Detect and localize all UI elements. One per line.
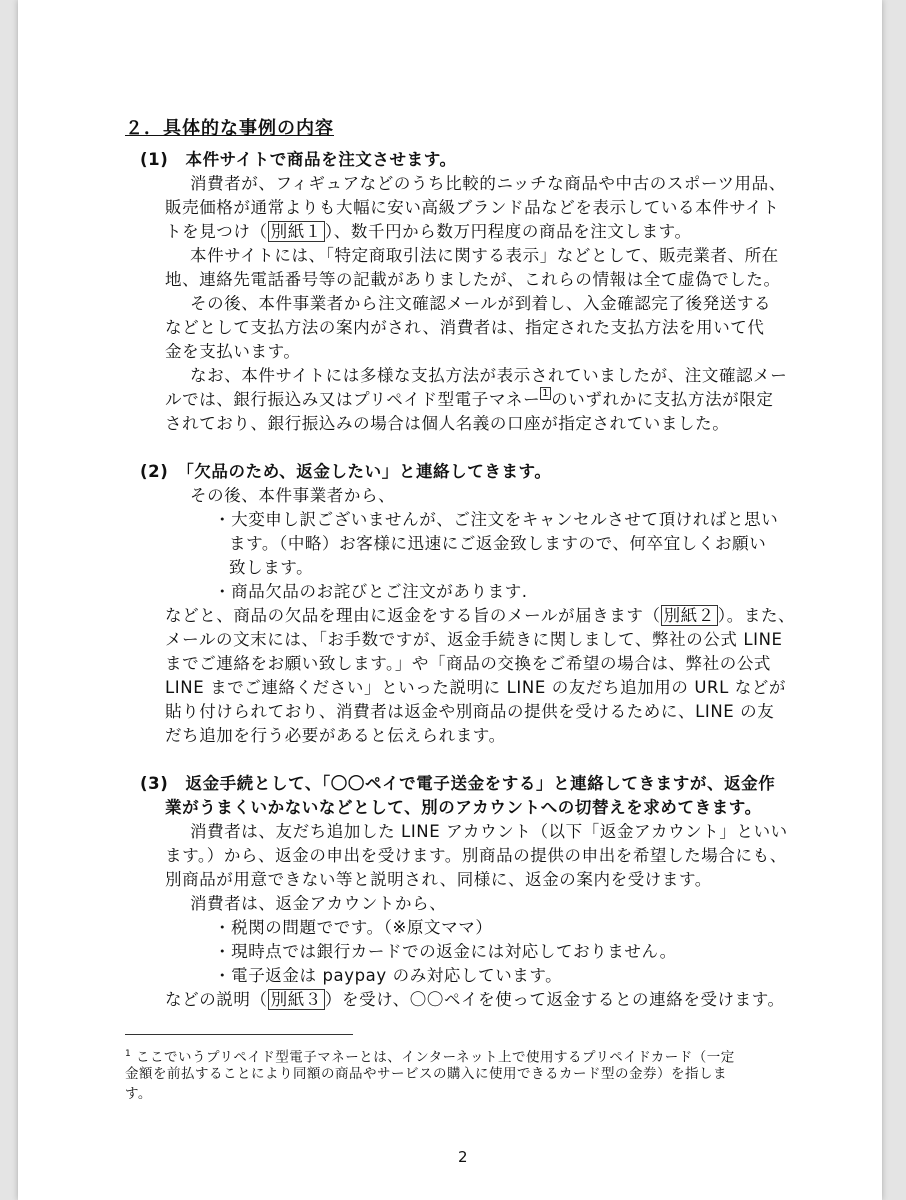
s3-line-4: 消費者は、返金アカウントから、 xyxy=(190,894,447,913)
s2-line-2b: ）。また、 xyxy=(717,606,796,625)
s3-heading-1: (3) 返金手続として、「〇〇ペイで電子送金をする」と連絡してきますが、返金作 xyxy=(140,774,776,793)
footnote-mark: 1 xyxy=(125,1049,132,1059)
s1-line-10a: ルでは、銀行振込み又はプリペイド型電子マネー xyxy=(165,390,541,409)
s2-line-2a: などと、商品の欠品を理由に返金をする旨のメールが届きます（ xyxy=(165,606,661,625)
s1-line-3a: トを見つけ（ xyxy=(165,222,268,241)
s2-line-7: だち追加を行う必要があると伝えられます。 xyxy=(165,726,506,745)
s2-bullet-1c: 致します。 xyxy=(229,558,314,577)
footnote-line-3: す。 xyxy=(125,1086,152,1102)
page-number: 2 xyxy=(458,1148,468,1166)
s3-line-2: ます。）から、返金の申出を受けます。別商品の提供の申出を希望した場合にも、 xyxy=(165,846,787,865)
s2-line-3: メールの文末には、「お手数ですが、返金手続きに関しまして、弊社の公式 LINE xyxy=(165,630,783,649)
s2-heading: (2) 「欠品のため、返金したい」と連絡してきます。 xyxy=(140,462,552,481)
s3-line-3: 別商品が用意できない等と説明され、同様に、返金の案内を受けます。 xyxy=(165,870,712,889)
s1-line-7: などとして支払方法の案内がされ、消費者は、指定された支払方法を用いて代 xyxy=(165,318,765,337)
s1-line-8: 金を支払います。 xyxy=(165,342,301,361)
s1-line-9: なお、本件サイトには多様な支払方法が表示されていましたが、注文確認メー xyxy=(190,366,788,385)
s1-line-11: されており、銀行振込みの場合は個人名義の口座が指定されていました。 xyxy=(165,414,730,433)
s3-bullet-2: ・現時点では銀行カードでの返金には対応しておりません。 xyxy=(214,942,677,961)
s2-line-6: 貼り付けられており、消費者は返金や別商品の提供を受けるために、LINE の友 xyxy=(165,702,775,721)
s1-line-10b: のいずれかに支払方法が限定 xyxy=(551,390,774,409)
s3-line-5b: ）を受け、〇〇ペイを使って返金するとの連絡を受けます。 xyxy=(324,990,785,1009)
footnote-line-2: 金額を前払することにより同額の商品やサービスの購入に使用できるカード型の金券）を指しま xyxy=(125,1066,727,1082)
s2-bullet-1b: ます。（中略）お客様に迅速にご返金致しますので、何卒宜しくお願い xyxy=(229,534,767,553)
s2-line-4: までご連絡をお願い致します。」や「商品の交換をご希望の場合は、弊社の公式 xyxy=(165,654,772,673)
attachment-ref-2: 別紙２ xyxy=(661,605,718,626)
s3-line-5a: などの説明（ xyxy=(165,990,268,1009)
attachment-ref-1: 別紙１ xyxy=(268,221,325,242)
s3-bullet-1: ・税関の問題でです。（※原文ママ） xyxy=(214,918,493,937)
s3-line-5 xyxy=(165,988,785,1012)
s2-line-2 xyxy=(165,604,795,628)
s1-line-1: 消費者が、フィギュアなどのうち比較的ニッチな商品や中古のスポーツ用品、 xyxy=(190,174,786,193)
attachment-ref-3: 別紙３ xyxy=(268,989,325,1010)
footnote-marker: 1 xyxy=(542,388,550,399)
s3-bullet-3: ・電子返金は paypay のみ対応しています。 xyxy=(214,966,563,985)
s1-heading: (1) 本件サイトで商品を注文させます。 xyxy=(140,150,457,169)
s1-line-2: 販売価格が通常よりも大幅に安い高級ブランド品などを表示している本件サイト xyxy=(165,198,780,217)
s1-line-6: その後、本件事業者から注文確認メールが到着し、入金確認完了後発送する xyxy=(190,294,772,313)
s2-line-5: LINE までご連絡ください」といった説明に LINE の友だち追加用の URL などが xyxy=(165,678,787,697)
s3-heading-2: 業がうまくいかないなどとして、別のアカウントへの切替えを求めてきます。 xyxy=(165,798,762,817)
document-page xyxy=(18,0,882,1200)
footnote-text-1: ここでいうプリペイド型電子マネーとは、インターネット上で使用するプリペイドカード（一定 xyxy=(136,1049,735,1066)
s1-line-3b: ）、数千円から数万円程度の商品を注文します。 xyxy=(324,222,692,241)
s2-bullet-2: ・商品欠品のお詫びとご注文があります. xyxy=(214,582,528,601)
s1-line-3 xyxy=(165,220,692,244)
section-title: ２．具体的な事例の内容 xyxy=(125,118,334,139)
footnote-divider xyxy=(125,1034,353,1035)
s2-bullet-1a: ・大変申し訳ございませんが、ご注文をキャンセルさせて頂ければと思い xyxy=(214,510,779,529)
s3-line-1: 消費者は、友だち追加した LINE アカウント（以下「返金アカウント」といい xyxy=(190,822,788,841)
s2-line-1: その後、本件事業者から、 xyxy=(190,486,396,505)
s1-line-5: 地、連絡先電話番号等の記載がありましたが、これらの情報は全て虚偽でした。 xyxy=(165,270,781,289)
s1-line-10 xyxy=(165,388,774,412)
s1-line-4: 本件サイトには、「特定商取引法に関する表示」などとして、販売業者、所在 xyxy=(190,246,779,265)
